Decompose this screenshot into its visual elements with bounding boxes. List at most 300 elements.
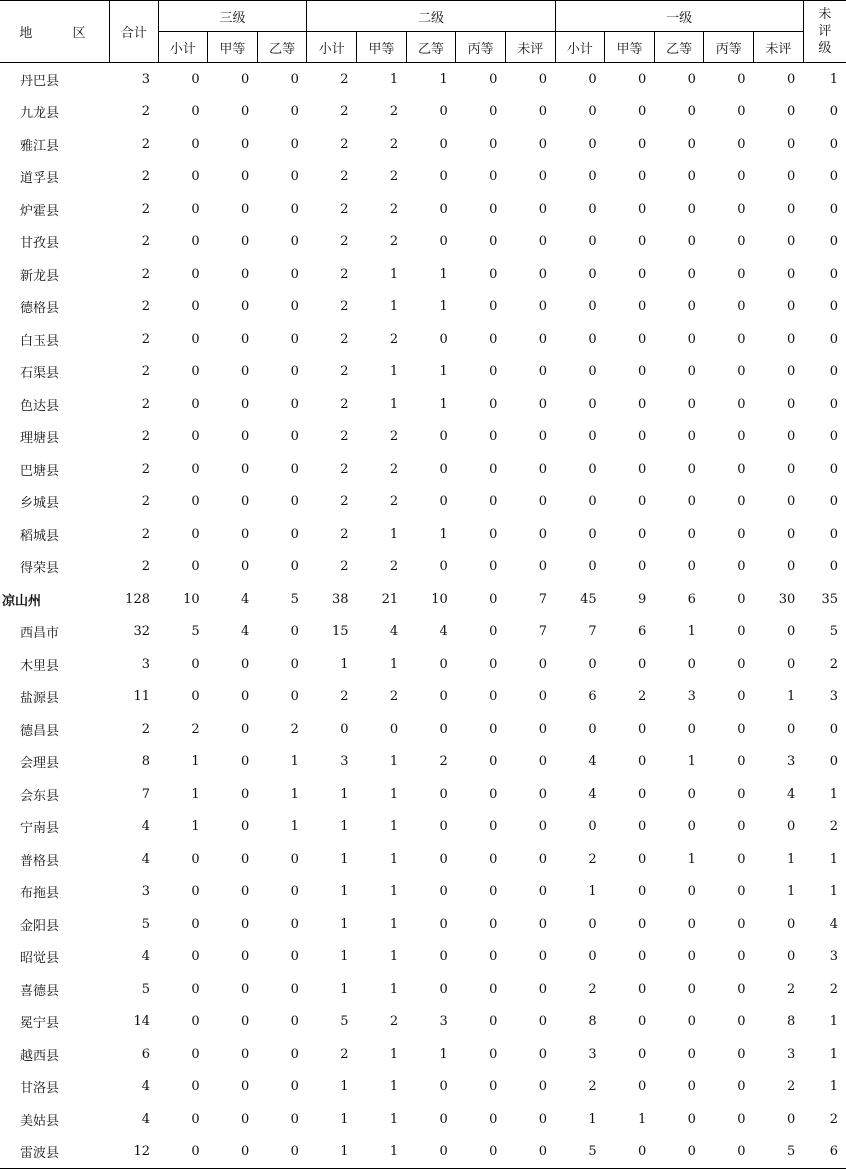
value-cell: 0 (489, 819, 498, 835)
value-cell: 0 (737, 1079, 746, 1095)
value-cell: 12 (109, 1136, 158, 1169)
value-cell: 1 (340, 656, 349, 672)
value-cell: 0 (588, 234, 597, 250)
value-cell: 0 (786, 559, 796, 575)
value-cell: 0 (737, 689, 746, 705)
value-cell: 0 (439, 169, 448, 185)
table-row (0, 1136, 846, 1169)
value-cell: 0 (290, 916, 299, 932)
value-cell: 0 (489, 331, 498, 347)
value-cell: 5 (141, 981, 150, 997)
value-cell: 0 (737, 754, 746, 770)
value-cell: 0 (638, 916, 647, 932)
value-cell: 0 (786, 299, 796, 315)
value-cell: 1 (389, 981, 399, 997)
value-cell: 2 (389, 201, 399, 217)
table-row (0, 1103, 846, 1136)
value-cell: 0 (638, 754, 647, 770)
value-cell: 0 (240, 331, 250, 347)
value-cell: 7 (588, 624, 597, 640)
value-cell: 0 (786, 526, 796, 542)
value-cell: 2 (588, 981, 597, 997)
value-cell: 0 (786, 656, 796, 672)
value-cell: 0 (829, 429, 838, 445)
region-cell: 盐源县 (20, 691, 60, 707)
value-cell: 0 (737, 591, 746, 607)
value-cell: 0 (191, 104, 200, 120)
value-cell: 2 (389, 136, 399, 152)
value-cell: 5 (290, 591, 299, 607)
value-cell: 0 (687, 494, 696, 510)
value-cell: 4 (141, 1079, 150, 1095)
value-cell: 0 (638, 786, 647, 802)
value-cell: 5 (340, 1014, 349, 1030)
region-cell: 色达县 (20, 398, 60, 414)
table-row (0, 1038, 846, 1071)
value-cell: 0 (290, 429, 299, 445)
table-row (0, 518, 846, 551)
value-cell: 0 (191, 526, 200, 542)
value-cell: 0 (786, 624, 796, 640)
value-cell: 0 (538, 331, 548, 347)
value-cell: 1 (439, 299, 448, 315)
value-cell: 0 (489, 104, 498, 120)
value-cell: 0 (290, 1046, 299, 1062)
value-cell: 38 (331, 591, 349, 607)
value-cell: 0 (737, 916, 746, 932)
value-cell: 2 (389, 104, 399, 120)
value-cell: 0 (786, 721, 796, 737)
value-cell: 0 (538, 1111, 548, 1127)
value-cell: 1 (786, 884, 796, 900)
value-cell: 0 (687, 169, 696, 185)
value-cell: 0 (439, 656, 448, 672)
value-cell: 4 (588, 754, 597, 770)
value-cell: 1 (389, 1046, 399, 1062)
value-cell: 2 (786, 981, 796, 997)
value-cell: 0 (406, 1136, 456, 1169)
value-cell: 0 (786, 429, 796, 445)
value-cell: 0 (538, 981, 548, 997)
value-cell: 2 (340, 136, 349, 152)
region-cell: 乡城县 (20, 496, 60, 512)
value-cell: 1 (786, 851, 796, 867)
value-cell: 1 (191, 754, 200, 770)
value-cell: 0 (489, 656, 498, 672)
table-row (0, 746, 846, 779)
sub-header: 甲等 (208, 32, 258, 63)
value-cell: 0 (829, 136, 838, 152)
value-cell: 0 (786, 169, 796, 185)
value-cell: 0 (191, 494, 200, 510)
value-cell: 14 (133, 1014, 150, 1030)
value-cell: 0 (191, 234, 200, 250)
value-cell: 0 (737, 136, 746, 152)
value-cell: 0 (240, 526, 250, 542)
value-cell: 0 (290, 494, 299, 510)
value-cell: 3 (786, 1046, 796, 1062)
value-cell: 2 (829, 1111, 838, 1127)
value-cell: 0 (687, 201, 696, 217)
value-cell: 2 (141, 104, 150, 120)
value-cell: 0 (538, 71, 548, 87)
table-row (0, 876, 846, 909)
table-row (0, 811, 846, 844)
region-cell: 布拖县 (20, 886, 60, 902)
table-body (0, 63, 846, 1169)
value-cell: 0 (538, 884, 548, 900)
value-cell: 2 (141, 396, 150, 412)
value-cell: 0 (737, 981, 746, 997)
value-cell: 0 (829, 104, 838, 120)
value-cell: 0 (786, 396, 796, 412)
total-header: 合计 (109, 1, 158, 63)
value-cell: 0 (191, 1111, 200, 1127)
value-cell: 1 (439, 266, 448, 282)
value-cell: 0 (538, 916, 548, 932)
value-cell: 1 (290, 754, 299, 770)
value-cell: 0 (829, 234, 838, 250)
value-cell: 2 (141, 169, 150, 185)
value-cell: 2 (340, 331, 349, 347)
value-cell: 2 (141, 299, 150, 315)
value-cell: 0 (638, 169, 647, 185)
value-cell: 0 (588, 526, 597, 542)
value-cell: 0 (538, 721, 548, 737)
value-cell: 0 (829, 201, 838, 217)
value-cell: 0 (489, 396, 498, 412)
value-cell: 0 (290, 331, 299, 347)
value-cell: 0 (687, 136, 696, 152)
value-cell: 2 (340, 201, 349, 217)
value-cell: 0 (439, 1079, 448, 1095)
value-cell: 0 (489, 429, 498, 445)
region-cell: 丹巴县 (20, 73, 60, 89)
sub-header: 乙等 (257, 32, 307, 63)
value-cell: 0 (638, 1046, 647, 1062)
value-cell: 0 (240, 981, 250, 997)
value-cell: 0 (191, 331, 200, 347)
region-cell: 道孚县 (20, 171, 60, 187)
region-cell: 宁南县 (20, 821, 60, 837)
region-cell: 西昌市 (20, 626, 60, 642)
value-cell: 1 (357, 1136, 407, 1169)
value-cell: 0 (638, 396, 647, 412)
value-cell: 0 (829, 754, 838, 770)
value-cell: 3 (687, 689, 696, 705)
value-cell: 2 (340, 364, 349, 380)
value-cell: 4 (141, 1111, 150, 1127)
value-cell: 0 (439, 494, 448, 510)
value-cell: 2 (141, 559, 150, 575)
value-cell: 0 (290, 624, 299, 640)
sub-header: 未评 (505, 32, 555, 63)
value-cell: 0 (191, 1079, 200, 1095)
value-cell: 1 (340, 819, 349, 835)
value-cell: 0 (638, 71, 647, 87)
value-cell: 0 (240, 299, 250, 315)
level1-header: 一级 (555, 1, 803, 32)
value-cell: 0 (588, 721, 597, 737)
value-cell: 0 (588, 461, 597, 477)
value-cell: 0 (737, 819, 746, 835)
value-cell: 1 (389, 299, 399, 315)
value-cell: 0 (439, 689, 448, 705)
value-cell: 0 (829, 299, 838, 315)
value-cell: 11 (133, 689, 150, 705)
value-cell: 0 (538, 201, 548, 217)
value-cell: 0 (191, 689, 200, 705)
value-cell: 0 (737, 656, 746, 672)
value-cell: 4 (141, 819, 150, 835)
value-cell: 1 (191, 819, 200, 835)
value-cell: 2 (340, 429, 349, 445)
value-cell: 0 (290, 884, 299, 900)
value-cell: 0 (588, 331, 597, 347)
value-cell: 0 (191, 981, 200, 997)
region-cell: 德格县 (20, 301, 60, 317)
value-cell: 0 (439, 851, 448, 867)
value-cell: 0 (240, 949, 250, 965)
value-cell: 2 (141, 494, 150, 510)
value-cell: 1 (439, 396, 448, 412)
value-cell: 0 (538, 656, 548, 672)
value-cell: 2 (829, 656, 838, 672)
value-cell: 0 (737, 234, 746, 250)
value-cell: 6 (588, 689, 597, 705)
value-cell: 0 (538, 169, 548, 185)
value-cell: 0 (829, 364, 838, 380)
value-cell: 0 (588, 429, 597, 445)
sub-header: 小计 (158, 32, 208, 63)
value-cell: 0 (538, 364, 548, 380)
value-cell: 0 (687, 331, 696, 347)
value-cell: 1 (389, 266, 399, 282)
table-row (0, 486, 846, 519)
value-cell: 6 (141, 1046, 150, 1062)
region-cell: 炉霍县 (20, 203, 60, 219)
value-cell: 0 (638, 104, 647, 120)
table-row (0, 908, 846, 941)
value-cell: 1 (191, 786, 200, 802)
prefecture-row (0, 583, 846, 616)
value-cell: 0 (290, 104, 299, 120)
value-cell: 0 (439, 136, 448, 152)
value-cell: 2 (340, 559, 349, 575)
value-cell: 0 (829, 396, 838, 412)
value-cell: 0 (538, 104, 548, 120)
value-cell: 2 (290, 721, 299, 737)
value-cell: 0 (588, 916, 597, 932)
value-cell: 0 (489, 1046, 498, 1062)
value-cell: 0 (786, 1111, 796, 1127)
sub-header: 小计 (555, 32, 605, 63)
value-cell: 0 (687, 429, 696, 445)
value-cell: 0 (240, 786, 250, 802)
value-cell: 0 (191, 169, 200, 185)
value-cell: 0 (605, 1136, 655, 1169)
table-row (0, 63, 846, 96)
value-cell: 2 (340, 689, 349, 705)
value-cell: 0 (191, 949, 200, 965)
value-cell: 0 (538, 461, 548, 477)
value-cell: 0 (439, 429, 448, 445)
region-cell: 越西县 (20, 1048, 60, 1064)
value-cell: 1 (829, 71, 838, 87)
value-cell: 0 (439, 559, 448, 575)
value-cell: 0 (538, 494, 548, 510)
value-cell: 0 (489, 559, 498, 575)
level2-header: 二级 (307, 1, 555, 32)
value-cell: 4 (439, 624, 448, 640)
value-cell: 0 (687, 819, 696, 835)
value-cell: 0 (290, 689, 299, 705)
value-cell: 1 (829, 1014, 838, 1030)
value-cell: 0 (489, 169, 498, 185)
value-cell: 1 (786, 689, 796, 705)
value-cell: 0 (638, 299, 647, 315)
value-cell: 0 (588, 656, 597, 672)
value-cell: 0 (240, 494, 250, 510)
value-cell: 0 (687, 559, 696, 575)
value-cell: 0 (588, 299, 597, 315)
value-cell: 32 (133, 624, 150, 640)
region-cell: 九龙县 (20, 106, 60, 122)
value-cell: 2 (786, 1079, 796, 1095)
value-cell: 0 (687, 721, 696, 737)
value-cell: 2 (389, 494, 399, 510)
value-cell: 2 (340, 461, 349, 477)
value-cell: 0 (588, 201, 597, 217)
value-cell: 1 (389, 1079, 399, 1095)
table-row (0, 551, 846, 584)
value-cell: 1 (439, 526, 448, 542)
value-cell: 0 (588, 71, 597, 87)
value-cell: 0 (240, 136, 250, 152)
value-cell: 0 (290, 559, 299, 575)
value-cell: 0 (786, 916, 796, 932)
value-cell: 2 (340, 494, 349, 510)
value-cell: 2 (340, 299, 349, 315)
value-cell: 0 (588, 949, 597, 965)
value-cell: 0 (290, 981, 299, 997)
value-cell: 10 (183, 591, 200, 607)
value-cell: 3 (141, 656, 150, 672)
value-cell: 1 (340, 916, 349, 932)
value-cell: 4 (240, 624, 250, 640)
value-cell: 30 (778, 591, 796, 607)
value-cell: 15 (331, 624, 349, 640)
value-cell: 0 (687, 299, 696, 315)
value-cell: 2 (340, 396, 349, 412)
value-cell: 2 (389, 461, 399, 477)
value-cell: 0 (687, 949, 696, 965)
value-cell: 1 (389, 949, 399, 965)
value-cell: 1 (340, 949, 349, 965)
value-cell: 0 (439, 884, 448, 900)
value-cell: 35 (821, 591, 838, 607)
value-cell: 0 (389, 721, 399, 737)
value-cell: 0 (638, 851, 647, 867)
value-cell: 0 (638, 494, 647, 510)
value-cell: 0 (290, 526, 299, 542)
value-cell: 0 (638, 266, 647, 282)
value-cell: 2 (389, 689, 399, 705)
value-cell: 0 (191, 1046, 200, 1062)
value-cell: 0 (737, 786, 746, 802)
value-cell: 0 (489, 624, 498, 640)
region-cell: 稻城县 (20, 528, 60, 544)
table-row (0, 843, 846, 876)
value-cell: 0 (489, 851, 498, 867)
value-cell: 7 (538, 624, 548, 640)
value-cell: 0 (439, 916, 448, 932)
value-cell: 1 (389, 851, 399, 867)
table-header (0, 1, 846, 63)
value-cell: 0 (191, 884, 200, 900)
value-cell: 0 (290, 1079, 299, 1095)
value-cell: 0 (638, 559, 647, 575)
value-cell: 0 (588, 104, 597, 120)
value-cell: 0 (687, 1014, 696, 1030)
value-cell: 5 (754, 1136, 804, 1169)
value-cell: 0 (290, 396, 299, 412)
region-cell: 木里县 (20, 658, 60, 674)
value-cell: 0 (737, 364, 746, 380)
value-cell: 0 (290, 1014, 299, 1030)
value-cell: 0 (737, 266, 746, 282)
value-cell: 8 (141, 754, 150, 770)
value-cell: 0 (687, 1111, 696, 1127)
value-cell: 0 (240, 754, 250, 770)
value-cell: 0 (240, 689, 250, 705)
value-cell: 2 (141, 526, 150, 542)
value-cell: 0 (489, 461, 498, 477)
value-cell: 0 (737, 624, 746, 640)
value-cell: 0 (638, 1079, 647, 1095)
value-cell: 0 (638, 884, 647, 900)
value-cell: 2 (141, 429, 150, 445)
table-row (0, 681, 846, 714)
value-cell: 0 (829, 169, 838, 185)
sub-header: 未评 (754, 32, 804, 63)
sub-header: 甲等 (605, 32, 655, 63)
value-cell: 0 (439, 1111, 448, 1127)
value-cell: 0 (737, 169, 746, 185)
value-cell: 2 (141, 201, 150, 217)
value-cell: 2 (439, 754, 448, 770)
value-cell: 4 (389, 624, 399, 640)
value-cell: 0 (191, 916, 200, 932)
unrated-level-header: 未 评 级 (803, 1, 846, 63)
value-cell: 0 (786, 201, 796, 217)
value-cell: 6 (638, 624, 647, 640)
table-row (0, 356, 846, 389)
value-cell: 10 (431, 591, 448, 607)
value-cell: 0 (538, 1046, 548, 1062)
value-cell: 0 (704, 1136, 754, 1169)
region-cell: 昭觉县 (20, 951, 60, 967)
value-cell: 2 (389, 429, 399, 445)
value-cell: 0 (538, 819, 548, 835)
sub-header: 甲等 (357, 32, 407, 63)
value-cell: 0 (240, 1046, 250, 1062)
value-cell: 1 (588, 1111, 597, 1127)
value-cell: 2 (829, 981, 838, 997)
value-cell: 128 (125, 591, 150, 607)
region-cell: 凉山州 (2, 593, 42, 609)
value-cell: 1 (687, 624, 696, 640)
